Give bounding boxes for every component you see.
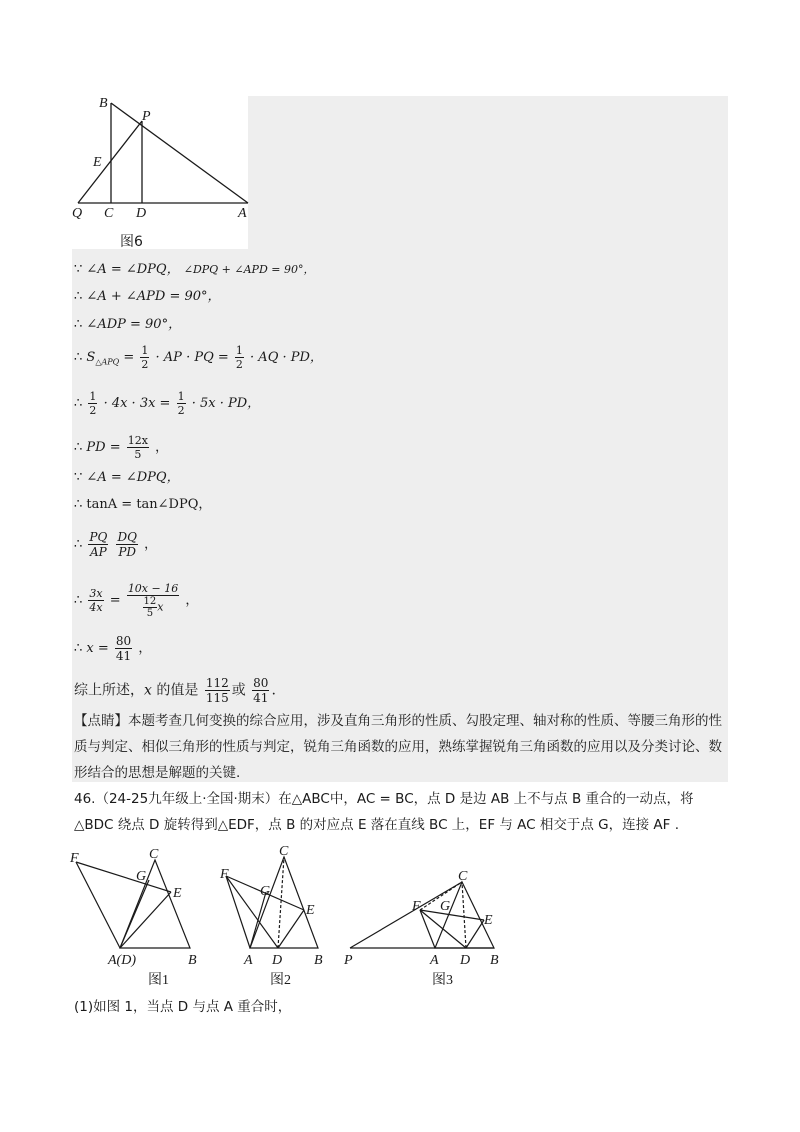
solution-line-2: ∴ ∠A + ∠APD = 90°， <box>74 289 221 304</box>
fig3-label-a: A <box>430 953 439 968</box>
figures-1-3 <box>66 840 516 990</box>
fig1-caption: 图1 <box>148 973 169 988</box>
fig2-label-e: E <box>306 903 315 918</box>
solution-line-6: ∴ PD = $\frac{12x}{5}$ ， <box>74 434 169 461</box>
solution-line-10: ∴ $\frac{3x}{4x}$ = 10x − 16 $\frac{12}{5}$ x ， <box>74 582 199 619</box>
fig3-label-d: D <box>460 953 471 968</box>
solution-line-3: ∴ ∠ADP = 90°， <box>74 317 182 332</box>
solution-line-4: ∴ $S_{\triangle APQ}$ = $\frac{1}{2}$ · AP · PQ = $\frac{1}{2}$ · AQ · PD， <box>74 344 323 371</box>
fig2-caption: 图2 <box>270 973 291 988</box>
fig3-label-b: B <box>490 953 499 968</box>
fig3-label-e: E <box>484 913 493 928</box>
problem-46-text: 46.（24-25九年级上·全国·期末）在△ABC中，AC = BC，点 D 是边 AB 上不与点 B 重合的一动点，将△BDC 绕点 D 旋转得到△EDF，点 B 的对应点 E 落在直线 BC 上，EF 与 AC 相交于点 G，连接 AF . <box>74 791 694 833</box>
figure-6 <box>72 96 252 254</box>
fig1-label-c: C <box>149 847 159 862</box>
fig3-label-f: F <box>412 899 421 914</box>
sub-question-1: (1)如图 1，当点 D 与点 A 重合时， <box>74 999 292 1015</box>
fig1-label-f: F <box>70 851 79 866</box>
fig6-label-q: Q <box>72 206 83 221</box>
fig6-label-d: D <box>136 206 147 221</box>
fig1-label-g: G <box>136 869 147 884</box>
fig6-label-p: P <box>142 109 151 124</box>
solution-line-7: ∵ ∠A = ∠DPQ， <box>74 470 180 485</box>
fig6-label-a: A <box>238 206 247 221</box>
fig2-label-b: B <box>314 953 323 968</box>
fig2-label-c: C <box>279 844 289 859</box>
solution-line-11: ∴ x = $\frac{80}{41}$ ， <box>74 634 152 663</box>
solution-line-5: ∴ $\frac{1}{2}$ · 4x · 3x = $\frac{1}{2}$ · 5x · PD， <box>74 390 261 417</box>
fig6-caption: 图6 <box>120 234 143 250</box>
fig6-label-e: E <box>93 155 102 170</box>
fig2-label-a: A <box>244 953 253 968</box>
solution-line-8: ∴ tanA = tan∠DPQ， <box>74 497 212 512</box>
solution-line-1: ∵ ∠A = ∠DPQ， ∠DPQ + ∠APD = 90°， <box>74 262 315 277</box>
fig3-label-g: G <box>440 899 451 914</box>
fig2-label-g: G <box>260 884 271 899</box>
solution-summary: 综上所述，x 的值是 $\frac{112}{115}$ 或 $\frac{80}{41}$ . <box>74 676 276 705</box>
fig3-label-p: P <box>344 953 353 968</box>
fig3-caption: 图3 <box>432 973 453 988</box>
fig1-label-ad: A(D) <box>108 953 136 968</box>
fig6-label-b: B <box>99 96 108 111</box>
fig2-label-d: D <box>272 953 283 968</box>
fig6-label-c: C <box>104 206 114 221</box>
fig1-label-b: B <box>188 953 197 968</box>
solution-line-9: ∴ $\frac{PQ}{AP}$ $\frac{DQ}{PD}$ ， <box>74 530 158 559</box>
fig1-label-e: E <box>173 886 182 901</box>
fig3-label-c: C <box>458 869 468 884</box>
fig2-label-f: F <box>220 867 229 882</box>
solution-comment: 【点睛】本题考查几何变换的综合应用，涉及直角三角形的性质、勾股定理、轴对称的性质、等腰三角形的性质与判定、相似三角形的性质与判定，锐角三角函数的应用，熟练掌握锐角三角函数的应用以及分类讨论、数形结合的思想是解题的关键. <box>74 713 722 781</box>
